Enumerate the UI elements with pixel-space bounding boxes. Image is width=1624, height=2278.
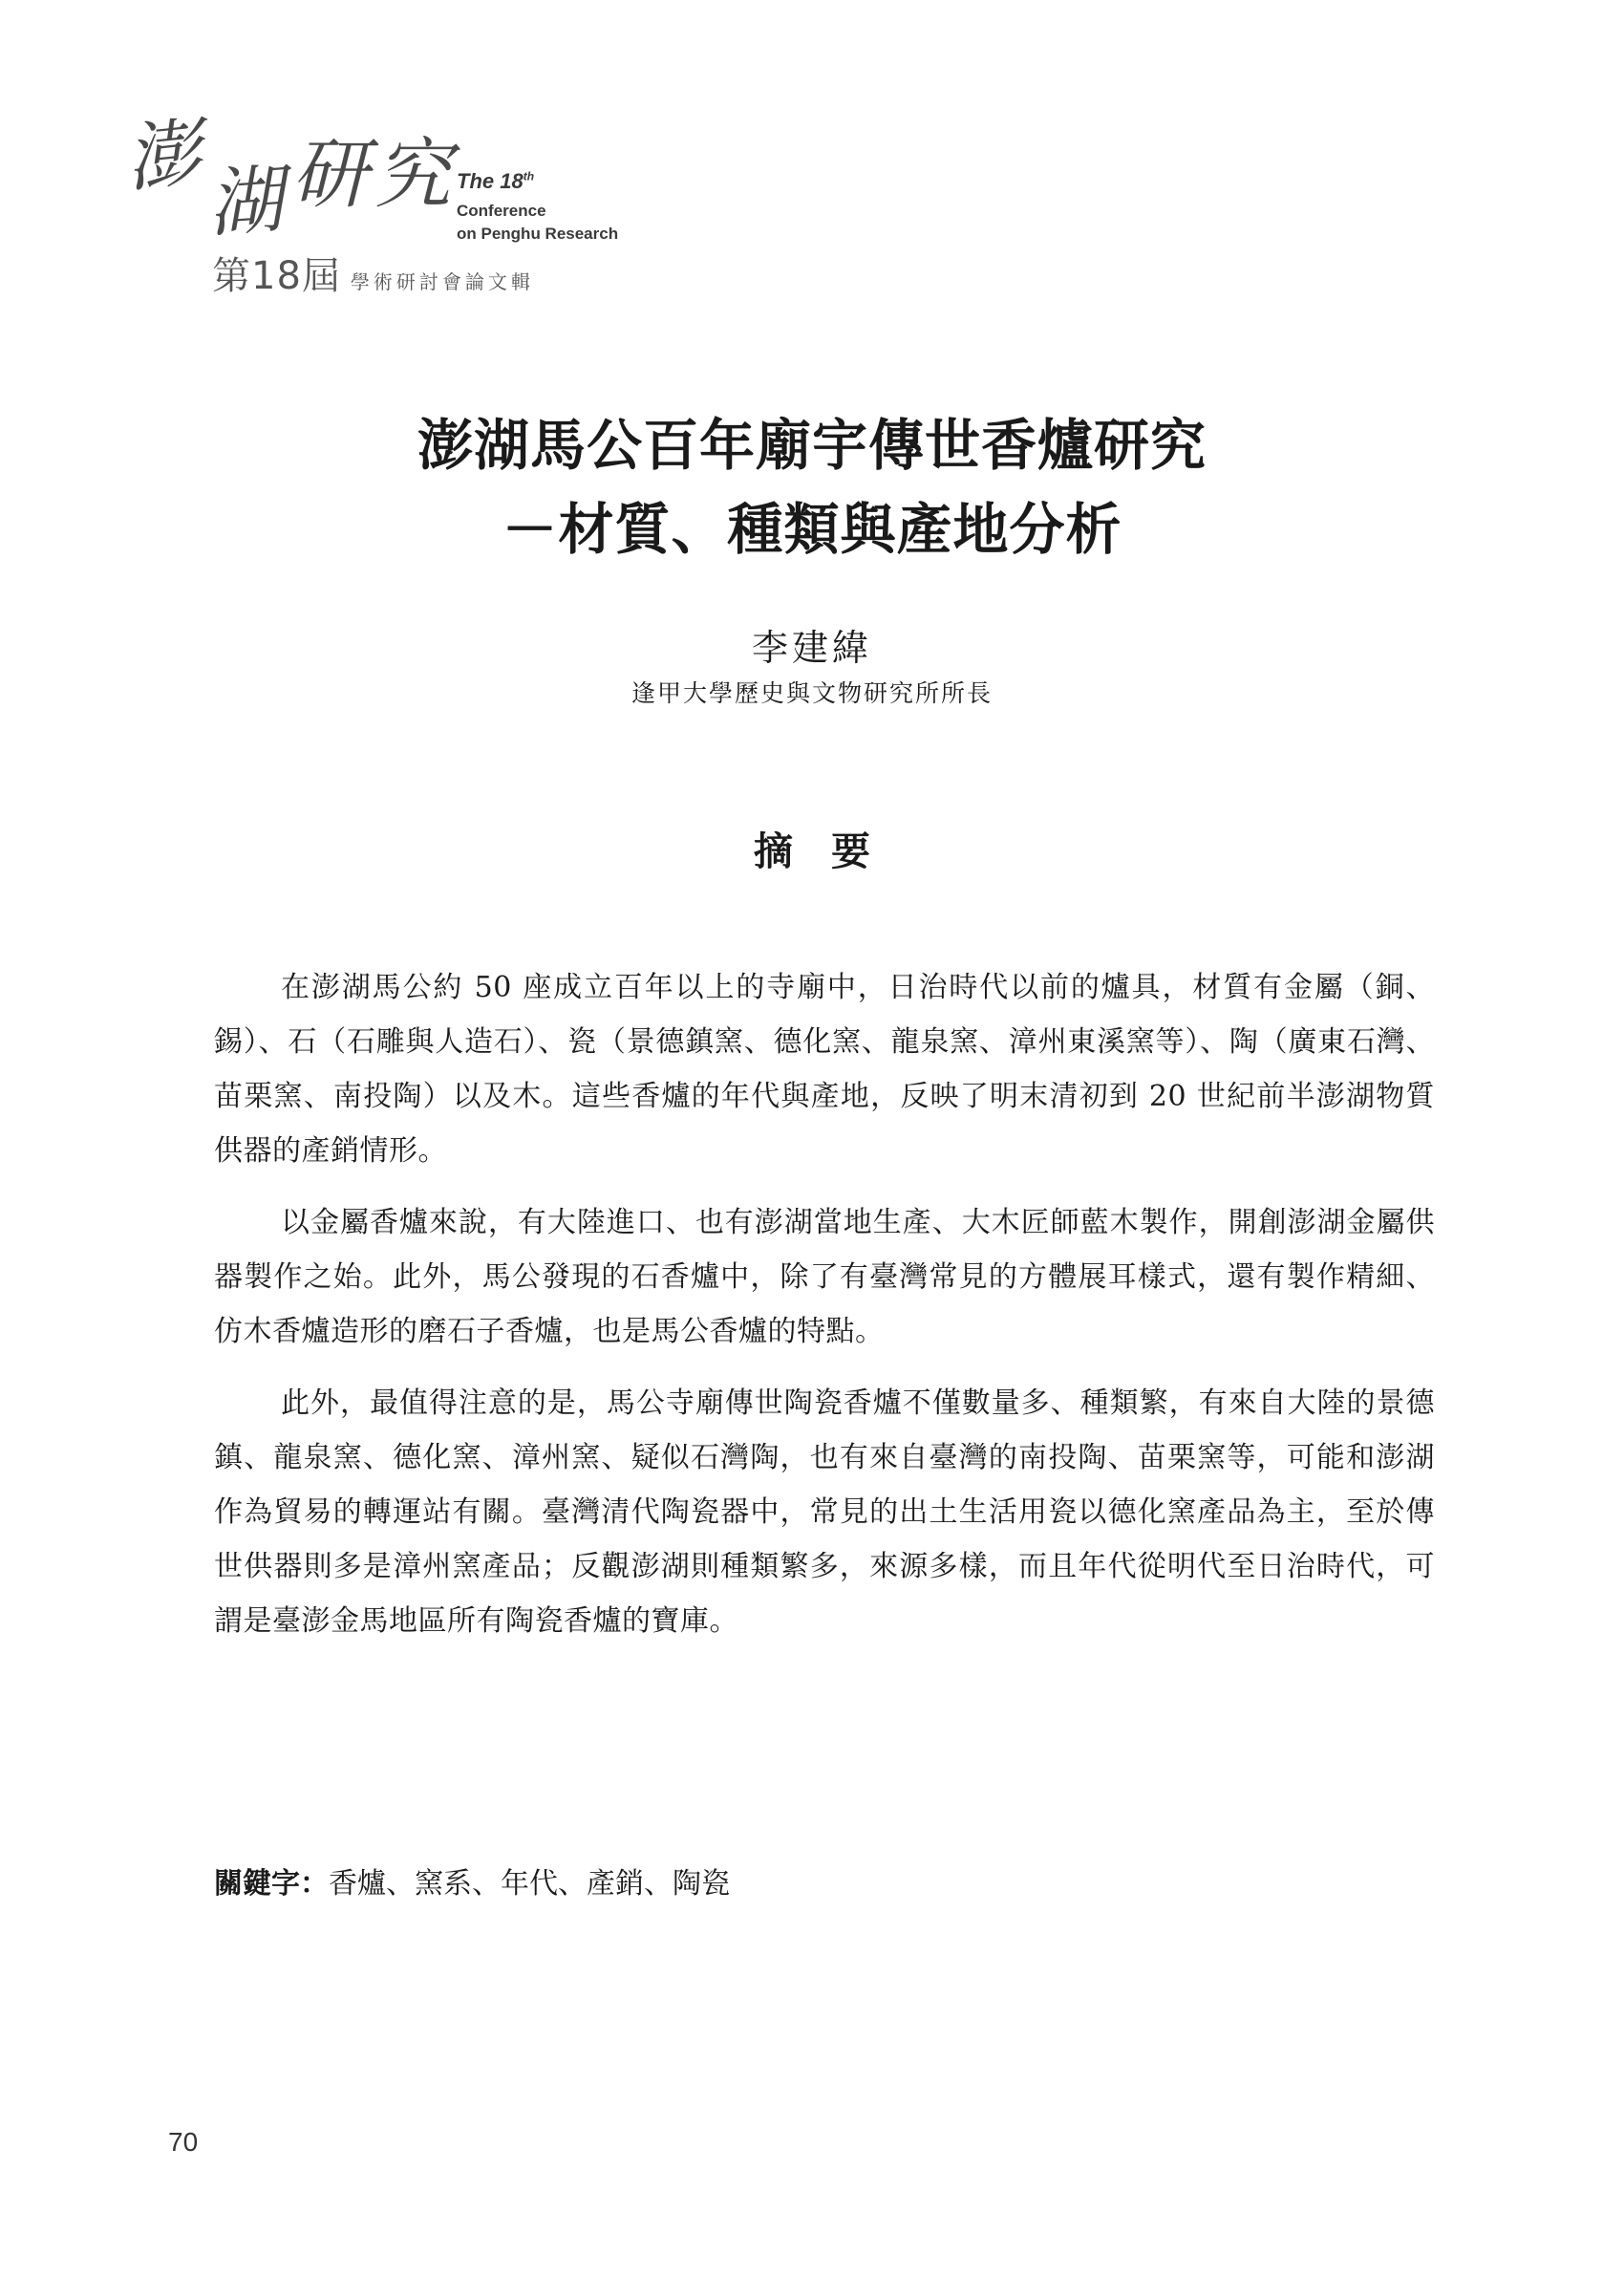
author-affiliation: 逢甲大學歷史與文物研究所所長 — [630, 679, 993, 707]
title-line-2: －材質、種類與產地分析 — [502, 497, 1122, 562]
abstract-body — [214, 960, 1435, 1666]
journal-english-line-1 — [457, 169, 534, 194]
journal-name-char: 澎 — [121, 110, 205, 204]
journal-name-char: 究 — [374, 130, 451, 219]
journal-issue-number: 第18屆 — [212, 254, 341, 298]
paper-title — [0, 403, 1624, 571]
journal-name-char: 湖 — [204, 157, 287, 248]
journal-name-char: 研 — [291, 130, 368, 219]
page-number: 70 — [168, 2127, 199, 2157]
journal-conference-ordinal: th — [523, 169, 535, 183]
title-line-1: 澎湖馬公百年廟宇傳世香爐研究 — [417, 413, 1207, 478]
journal-issue-subtitle: 學術研討會論文輯 — [350, 270, 534, 293]
keywords-label: 關鍵字： — [214, 1867, 329, 1901]
keywords-values: 香爐、窯系、年代、產銷、陶瓷 — [329, 1867, 730, 1901]
journal-issue — [212, 246, 534, 300]
abstract-paragraph: 此外，最值得注意的是，馬公寺廟傳世陶瓷香爐不僅數量多、種類繁，有來自大陸的景德鎮、龍泉窯、德化窯、漳州窯、疑似石灣陶，也有來自臺灣的南投陶、苗栗窯等，可能和澎湖作為貿易的轉運站有關。臺灣清代陶瓷器中，常見的出土生活用瓷以德化窯產品為主，至於傳世供器則多是漳州窯產品；反觀澎湖則種類繁多，來源多樣，而且年代從明代至日治時代，可謂是臺澎金馬地區所有陶瓷香爐的寶庫。 — [214, 1386, 1435, 1638]
journal-header — [121, 110, 659, 301]
journal-conference-number: The 18 — [457, 169, 524, 193]
abstract-heading: 摘要 — [754, 828, 908, 874]
journal-english-line-2: Conference — [457, 202, 546, 220]
keywords — [214, 1863, 1435, 1905]
author-name: 李建緯 — [751, 627, 872, 669]
author-block — [0, 623, 1624, 715]
abstract-paragraph: 在澎湖馬公約 50 座成立百年以上的寺廟中，日治時代以前的爐具，材質有金屬（銅、錫）、石（石雕與人造石）、瓷（景德鎮窯、德化窯、龍泉窯、漳州東溪窯等）、陶（廣東石灣、苗栗窯、南投陶）以及木。這些香爐的年代與產地，反映了明末清初到 20 世紀前半澎湖物質供器的產銷情形。 — [214, 971, 1435, 1168]
abstract-paragraph: 以金屬香爐來說，有大陸進口、也有澎湖當地生產、大木匠師藍木製作，開創澎湖金屬供器製作之始。此外，馬公發現的石香爐中，除了有臺灣常見的方體展耳樣式，還有製作精細、仿木香爐造形的磨石子香爐，也是馬公香爐的特點。 — [214, 1206, 1435, 1348]
journal-english-line-3: on Penghu Research — [457, 225, 619, 243]
